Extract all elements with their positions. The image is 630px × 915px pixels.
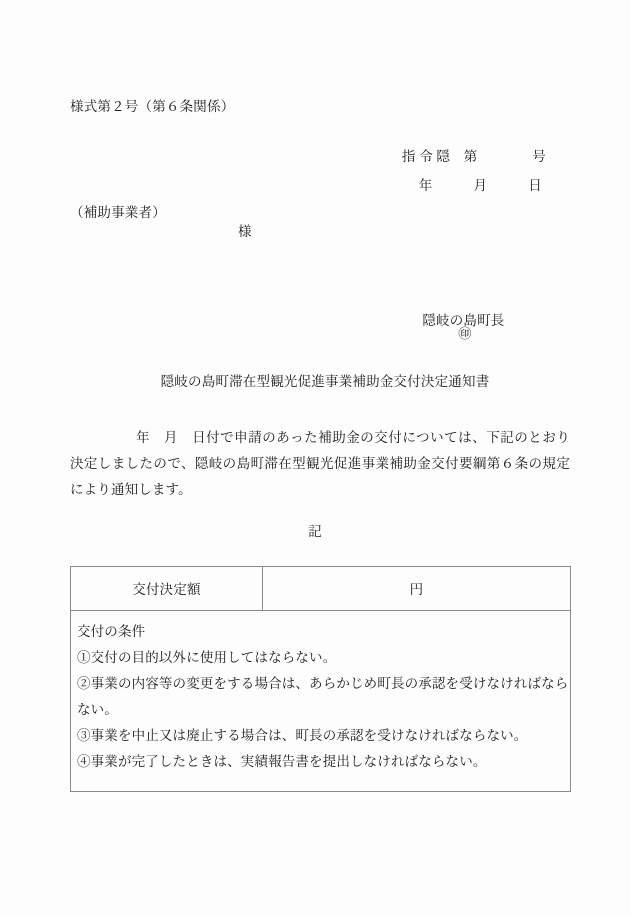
amount-unit-cell: 円 — [263, 567, 571, 611]
amount-label-cell: 交付決定額 — [71, 567, 263, 611]
issuer-block — [408, 300, 505, 355]
issuer-name: 隠岐の島町長 — [422, 312, 505, 328]
condition-item-2: ②事業の内容等の変更をする場合は、あらかじめ町長の承認を受けなければならない。 — [77, 676, 569, 717]
issue-number: 指 令 隠 第 号 — [401, 149, 546, 164]
condition-item-1: ①交付の目的以外に使用してはならない。 — [77, 650, 337, 665]
page-title: 隠岐の島町滞在型観光促進事業補助金交付決定通知書 — [160, 374, 490, 389]
condition-item-3: ③事業を中止又は廃止する場合は、町長の承認を受けなければならない。 — [77, 728, 528, 743]
body-paragraph: 年 月 日付で申請のあった補助金の交付については、下記のとおり決定しましたので、隠岐の島町滞在型観光促進事業補助金交付要綱第６条の規定により通知します。 — [70, 430, 570, 497]
addressee-suffix: 様 — [238, 224, 252, 239]
form-code: 様式第２号（第６条関係） — [70, 99, 235, 114]
issue-date: 年 月 日 — [418, 177, 542, 193]
table-row — [71, 611, 571, 792]
decision-table — [70, 566, 571, 792]
table-row — [71, 567, 571, 611]
condition-item-4: ④事業が完了したときは、実績報告書を提出しなければならない。 — [77, 754, 487, 769]
record-marker: 記 — [308, 524, 322, 539]
conditions-heading: 交付の条件 — [77, 624, 146, 639]
addressee-label: （補助事業者） — [70, 205, 166, 220]
issue-header-block — [300, 150, 548, 192]
conditions-cell — [71, 611, 571, 792]
seal-stamp-icon: ㊞ — [458, 327, 472, 342]
